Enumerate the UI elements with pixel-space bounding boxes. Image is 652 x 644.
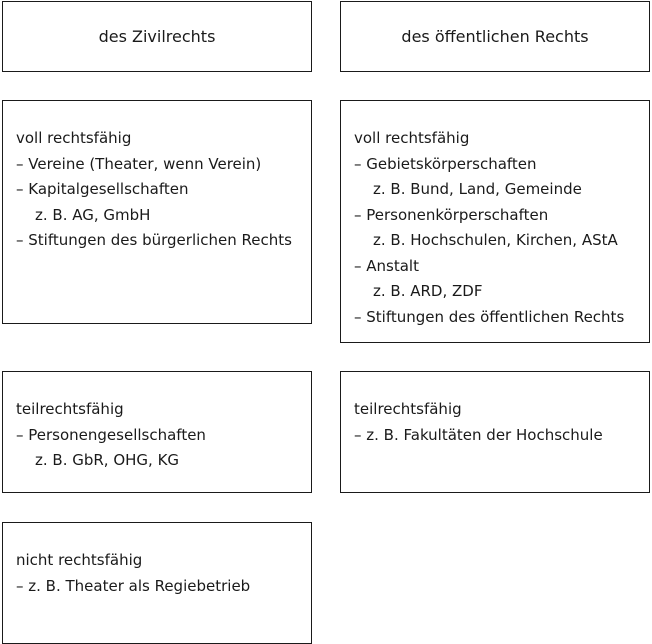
list-item: – Stiftungen des bürgerlichen Rechts bbox=[16, 231, 292, 249]
list-item: – z. B. Fakultäten der Hochschule bbox=[354, 425, 603, 444]
list-item: – z. B. Theater als Regiebetrieb bbox=[16, 576, 251, 595]
box-public-full-capacity bbox=[340, 100, 650, 343]
list-item: – Vereine (Theater, wenn Verein) bbox=[16, 154, 262, 173]
box-title: teilrechtsfähig bbox=[16, 400, 124, 418]
box-title: voll rechtsfähig bbox=[354, 129, 470, 147]
list-item: – Personenkörperschaften bbox=[354, 205, 549, 224]
box-title: teilrechtsfähig bbox=[354, 400, 462, 418]
list-example: z. B. Hochschulen, Kirchen, AStA bbox=[373, 231, 618, 249]
header-civil-law-label: des Zivilrechts bbox=[98, 27, 216, 46]
header-civil-law bbox=[2, 1, 312, 72]
box-title: voll rechtsfähig bbox=[16, 129, 132, 147]
list-item: – Anstalt bbox=[354, 256, 419, 275]
list-example: z. B. ARD, ZDF bbox=[373, 282, 483, 300]
box-civil-no-capacity bbox=[2, 522, 312, 644]
list-item: – Gebietskörperschaften bbox=[354, 154, 537, 173]
header-public-law bbox=[340, 1, 650, 72]
list-item: – Personengesellschaften bbox=[16, 425, 206, 444]
box-civil-full-capacity bbox=[2, 100, 312, 324]
list-item: – Stiftungen des öffentlichen Rechts bbox=[354, 307, 625, 326]
box-title: nicht rechtsfähig bbox=[16, 551, 143, 569]
box-civil-partial-capacity bbox=[2, 371, 312, 493]
list-example: z. B. Bund, Land, Gemeinde bbox=[373, 180, 582, 198]
list-example: z. B. GbR, OHG, KG bbox=[35, 451, 180, 469]
list-example: z. B. AG, GmbH bbox=[35, 205, 151, 224]
box-public-partial-capacity bbox=[340, 371, 650, 493]
list-item: – Kapitalgesellschaften bbox=[16, 180, 189, 198]
header-public-law-label: des öffentlichen Rechts bbox=[401, 27, 589, 46]
